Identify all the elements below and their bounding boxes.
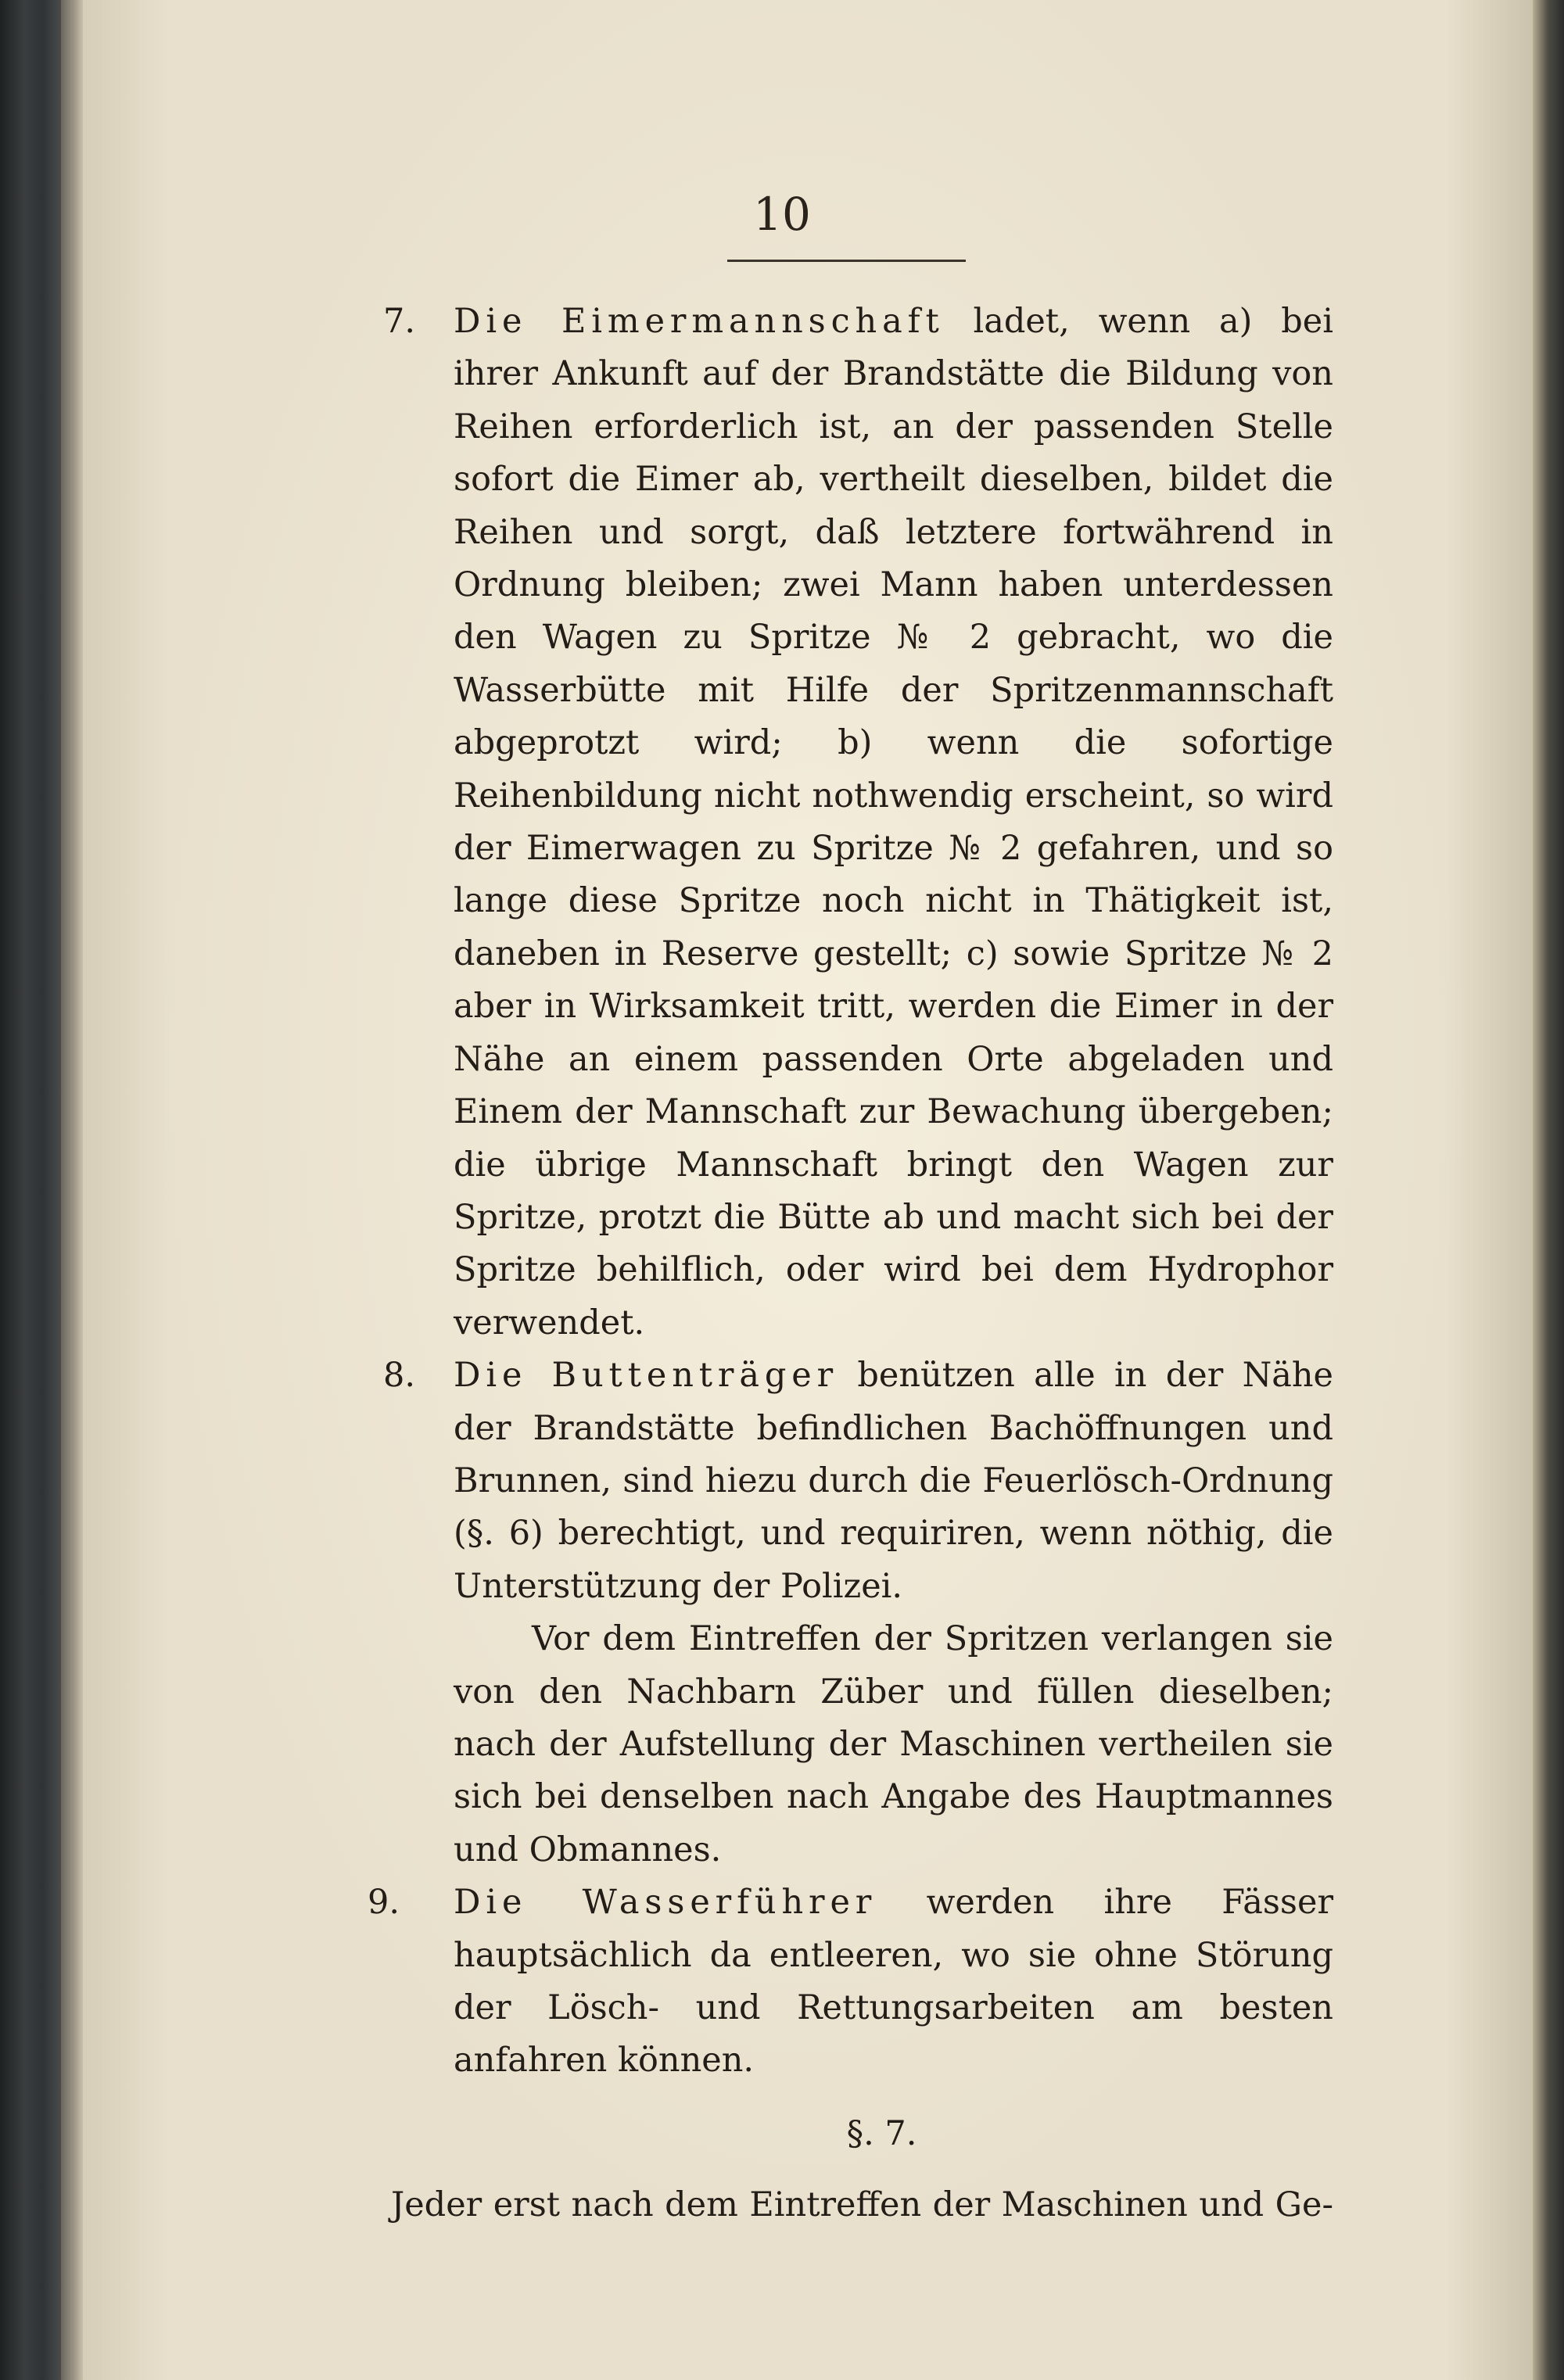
page-gutter <box>61 0 83 2380</box>
section-first-line: Jeder erst nach dem Eintreffen der Maschinen und Ge- <box>391 2185 1333 2225</box>
page-number: 10 <box>753 188 811 241</box>
list-item-7 <box>383 296 1333 1350</box>
header-rule <box>727 260 966 262</box>
item-number: 9. <box>368 1883 400 1923</box>
page-outer-edge <box>1533 0 1564 2380</box>
page-body <box>368 296 1334 2232</box>
item-number: 8. <box>383 1356 416 1396</box>
item-lead: Die Eimermannschaft <box>454 302 945 341</box>
section-heading: §. 7. <box>846 2113 917 2153</box>
list-item-9 <box>368 1876 1333 2088</box>
item-text: benützen alle in der Nähe der Brandstätte befindlichen Bachöffnungen und Brunnen, sind hiezu durch die Feuerlösch-Ordnung (§. 6) berechtigt, und requiriren, wenn nöthig, die Unterstützung der Polizei. <box>454 1356 1334 1606</box>
paragraph: Vor dem Eintreffen der Spritzen verlangen sie von den Nachbarn Züber und füllen dieselben; nach der Aufstellung der Maschinen vertheilen sie sich bei denselben nach Angabe des Hauptmannes und Obmannes. <box>454 1619 1333 1869</box>
item-text: ladet, wenn a) bei ihrer Ankunft auf der Brandstätte die Bildung von Reihen erforderlich ist, an der passenden Stelle sofort die Eimer ab, vertheilt dieselben, bildet die Reihen und sorgt, daß letztere fortwährend in Ordnung bleiben; zwei Mann haben unterdessen den Wagen zu Spritze № 2 gebracht, wo die Wasserbütte mit Hilfe der Spritzenmannschaft abgeprotzt wird; b) wenn die sofortige Reihenbildung nicht nothwendig erscheint, so wird der Eimerwagen zu Spritze № 2 gefahren, und so lange diese Spritze noch nicht in Thätigkeit ist, daneben in Reserve gestellt; c) sowie Spritze № 2 aber in Wirksamkeit tritt, werden die Eimer in der Nähe an einem passenden Orte abgeladen und Einem der Mannschaft zur Bewachung übergeben; die übrige Mannschaft bringt den Wagen zur Spritze, protzt die Bütte ab und macht sich bei der Spritze behilflich, oder wird bei dem Hydrophor verwendet. <box>454 302 1333 1342</box>
item-text: werden ihre Fässer hauptsächlich da entleeren, wo sie ohne Störung der Lösch- und Rettungsarbeiten am besten anfahren können. <box>454 1883 1333 2081</box>
item-number: 7. <box>383 302 416 341</box>
item-lead: Die Wasserführer <box>454 1883 877 1923</box>
book-binding <box>0 0 61 2380</box>
list-item-8 <box>383 1350 1333 1613</box>
item-lead: Die Buttenträger <box>454 1356 839 1396</box>
